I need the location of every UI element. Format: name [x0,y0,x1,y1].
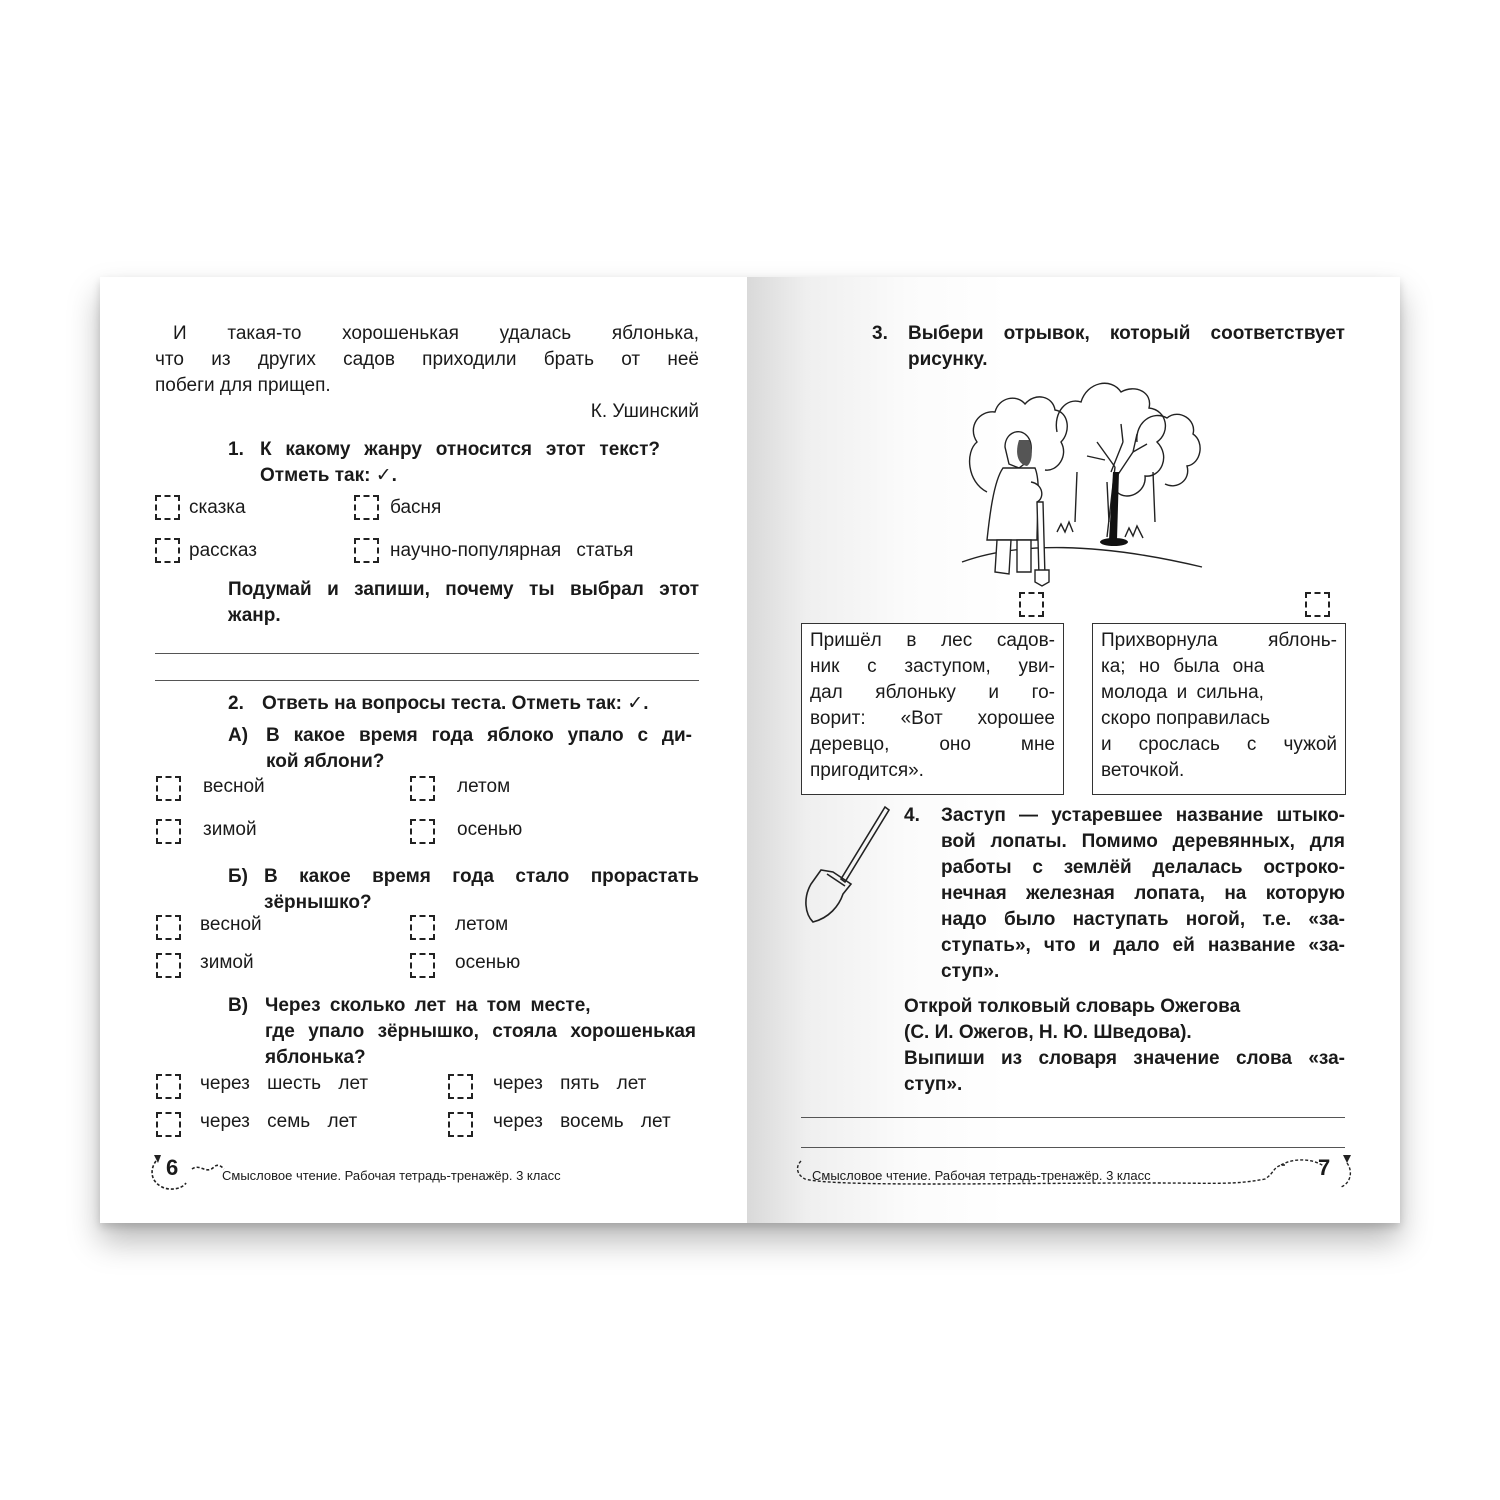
q2a-letter: А) [228,725,249,746]
checkbox-a-autumn[interactable] [410,819,435,844]
q2c-line-1: Через сколько лет на том месте, [265,995,591,1016]
q2a-line-1: В какое время года яблоко упало с ди- [266,725,692,746]
checkbox-c-eight-years[interactable] [448,1112,473,1137]
q4-task-line-2: (С. И. Ожегов, Н. Ю. Шведова). [904,1022,1192,1043]
checkbox-b-spring[interactable] [156,915,181,940]
book-spread [100,277,1400,1223]
excerpt-1-line-4: ворит: «Вот хорошее [810,708,1055,729]
q2-number: 2. [228,693,244,714]
page-7 [747,277,1400,1223]
q2c-line-3: яблонька? [265,1047,366,1068]
intro-line-3: побеги для прищеп. [155,375,331,396]
option-b-winter: зимой [200,952,254,973]
q2c-letter: В) [228,995,249,1016]
q4-line-7: ступ». [941,961,1000,982]
q2-title: Ответь на вопросы теста. Отметь так: ✓. [262,693,649,714]
checkbox-c-seven-years[interactable] [156,1112,181,1137]
excerpt-2-line-4: скоро поправилась [1101,708,1271,729]
option-c-seven-years: через семь лет [200,1111,358,1132]
q4-number: 4. [904,805,920,826]
checkbox-excerpt-2[interactable] [1305,592,1330,617]
q4-task-line-3: Выпиши из словаря значение слова «за- [904,1048,1345,1069]
q1-line-1: К какому жанру относится этот текст? [260,439,660,460]
page-6 [100,277,747,1223]
excerpt-1-line-6: пригодится». [810,760,924,781]
author: К. Ушинский [590,401,699,422]
answer-line-3[interactable] [801,1117,1345,1118]
gardener-illustration [957,372,1207,587]
option-b-summer: летом [455,914,509,935]
option-a-winter: зимой [203,819,257,840]
option-fairy-tale: сказка [189,497,246,518]
checkbox-excerpt-1[interactable] [1019,592,1044,617]
option-story: рассказ [189,540,257,561]
q2a-line-2: кой яблони? [266,751,385,772]
option-a-spring: весной [203,776,265,797]
q2c-line-2: где упало зёрнышко, стояла хорошенькая [265,1021,696,1042]
checkbox-b-autumn[interactable] [410,953,435,978]
option-a-summer: летом [457,776,511,797]
excerpt-1[interactable] [801,623,1064,795]
q4-line-5: надо было наступать ногой, т.е. «за- [941,909,1345,930]
checkbox-popular-science[interactable] [354,538,379,563]
q4-line-6: ступать», что и дало ей название «за- [941,935,1345,956]
q1-line-2: Отметь так: ✓. [260,465,397,486]
q1-think-line-1: Подумай и запиши, почему ты выбрал этот [228,579,699,600]
q2b-letter: Б) [228,866,248,887]
answer-line-4[interactable] [801,1147,1345,1148]
option-b-spring: весной [200,914,262,935]
excerpt-2-line-2: ка; но была она [1101,656,1265,677]
q3-line-1: Выбери отрывок, который соответствует [908,323,1345,344]
checkbox-story[interactable] [155,538,180,563]
option-c-eight-years: через восемь лет [493,1111,671,1132]
q3-number: 3. [872,323,888,344]
excerpt-1-line-5: деревцо, оно мне [810,734,1055,755]
checkbox-b-winter[interactable] [156,953,181,978]
checkbox-a-summer[interactable] [410,776,435,801]
checkbox-fable[interactable] [354,495,379,520]
excerpt-1-line-3: дал яблоньку и го- [810,682,1055,703]
footer-left: Смысловое чтение. Рабочая тетрадь-тренажёр. 3 класс [222,1168,561,1183]
q4-task-line-1: Открой толковый словарь Ожегова [904,996,1241,1017]
q3-line-2: рисунку. [908,349,988,370]
intro-line-1: И такая-то хорошенькая удалась яблонька, [173,323,699,344]
page-corner-ornament-left [148,1147,228,1193]
q4-line-2: вой лопаты. Помимо деревянных, для [941,831,1345,852]
q1-number: 1. [228,439,244,460]
excerpt-2-line-6: веточкой. [1101,760,1185,781]
checkbox-c-five-years[interactable] [448,1074,473,1099]
q2b-line-1: В какое время года стало прорастать [264,866,699,887]
q4-line-4: нечная железная лопата, на которую [941,883,1345,904]
page-number-right: 7 [1318,1155,1331,1180]
option-popular-science: научно-популярная статья [390,540,634,561]
q4-task-line-4: ступ». [904,1074,963,1095]
footer-right: Смысловое чтение. Рабочая тетрадь-тренажёр. 3 класс [812,1168,1151,1183]
answer-line-2[interactable] [155,680,699,681]
excerpt-2-line-1: Прихворнула яблонь- [1101,630,1337,651]
checkbox-fairy-tale[interactable] [155,495,180,520]
checkbox-c-six-years[interactable] [156,1074,181,1099]
checkbox-a-winter[interactable] [156,819,181,844]
answer-line-1[interactable] [155,653,699,654]
excerpt-2-line-3: молода и сильна, [1101,682,1264,703]
page-number-left: 6 [166,1155,179,1180]
excerpt-2-line-5: и срослась с чужой [1101,734,1337,755]
q2b-line-2: зёрнышко? [264,892,372,913]
q4-line-1: Заступ — устаревшее название штыко- [941,805,1345,826]
excerpt-2[interactable] [1092,623,1346,795]
intro-line-2: что из других садов приходили брать от неё [155,349,699,370]
option-c-five-years: через пять лет [493,1073,647,1094]
option-a-autumn: осенью [457,819,523,840]
q1-think-line-2: жанр. [228,605,281,626]
checkbox-a-spring[interactable] [156,776,181,801]
spade-icon [799,802,894,927]
excerpt-1-line-1: Пришёл в лес садов- [810,630,1055,651]
option-c-six-years: через шесть лет [200,1073,369,1094]
checkbox-b-summer[interactable] [410,915,435,940]
option-b-autumn: осенью [455,952,521,973]
excerpt-1-line-2: ник с заступом, уви- [810,656,1055,677]
q4-line-3: работы с землёй делалась остроко- [941,857,1345,878]
option-fable: басня [390,497,442,518]
